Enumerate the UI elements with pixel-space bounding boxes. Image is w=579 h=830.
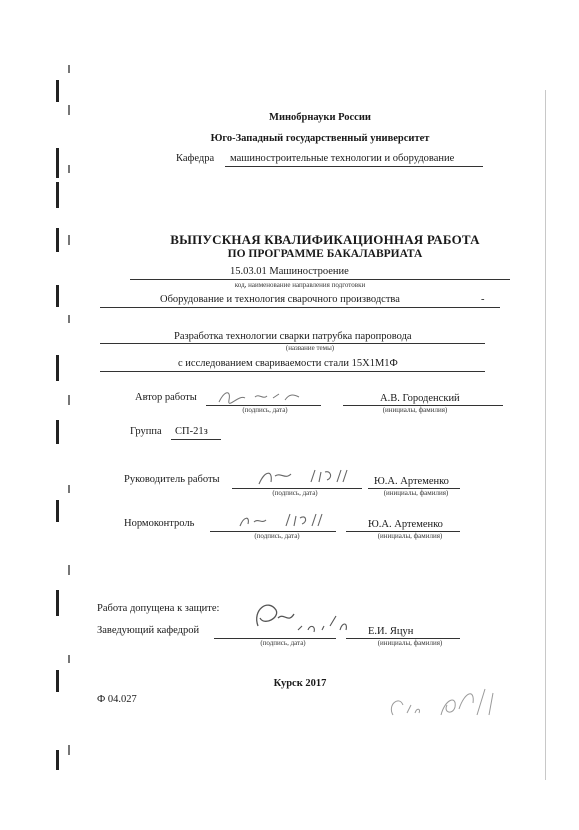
city-year: Курск 2017 bbox=[273, 678, 327, 689]
supervisor-signature bbox=[255, 466, 365, 488]
group-underline bbox=[171, 439, 221, 440]
author-name-caption: (инициалы, фамилия) bbox=[382, 406, 448, 414]
author-name: А.В. Городенский bbox=[380, 393, 460, 404]
scan-right-edge bbox=[545, 90, 546, 780]
handwritten-annotation bbox=[385, 685, 515, 725]
program-code-name: 15.03.01 Машиностроение bbox=[230, 266, 349, 277]
head-signature-caption: (подпись, дата) bbox=[260, 639, 306, 647]
supervisor-signature-caption: (подпись, дата) bbox=[272, 489, 318, 497]
profile-trailing-mark: - bbox=[481, 294, 485, 305]
normcontrol-name: Ю.А. Артеменко bbox=[368, 519, 443, 530]
supervisor-name: Ю.А. Артеменко bbox=[374, 476, 449, 487]
binding-marks-inner bbox=[68, 65, 72, 825]
document-title: ВЫПУСКНАЯ КВАЛИФИКАЦИОННАЯ РАБОТА bbox=[170, 232, 480, 247]
normcontrol-name-caption: (инициалы, фамилия) bbox=[377, 532, 443, 540]
normcontrol-signature bbox=[236, 510, 336, 532]
head-of-department-label: Заведующий кафедрой bbox=[97, 625, 200, 636]
department-label: Кафедра bbox=[176, 153, 215, 164]
supervisor-label: Руководитель работы bbox=[124, 474, 220, 485]
binding-marks bbox=[56, 70, 62, 830]
supervisor-name-caption: (инициалы, фамилия) bbox=[383, 489, 449, 497]
ministry-name: Минобрнауки России bbox=[269, 112, 371, 123]
form-code: Ф 04.027 bbox=[97, 694, 137, 705]
group-value: СП-21з bbox=[175, 426, 208, 437]
normcontrol-label: Нормоконтроль bbox=[124, 518, 195, 529]
university-name: Юго-Западный государственный университет bbox=[210, 133, 430, 144]
head-name: Е.И. Яцун bbox=[368, 626, 414, 637]
profile-name: Оборудование и технология сварочного производства bbox=[160, 294, 400, 305]
author-signature bbox=[215, 388, 305, 406]
department-underline bbox=[225, 166, 483, 167]
profile-underline bbox=[100, 307, 500, 308]
admission-label: Работа допущена к защите: bbox=[97, 603, 220, 614]
group-label: Группа bbox=[130, 426, 162, 437]
document-subtitle: ПО ПРОГРАММЕ БАКАЛАВРИАТА bbox=[227, 248, 423, 260]
normcontrol-signature-caption: (подпись, дата) bbox=[254, 532, 300, 540]
program-underline bbox=[130, 279, 510, 280]
topic-line-1: Разработка технологии сварки патрубка паропровода bbox=[174, 331, 412, 342]
head-signature bbox=[250, 596, 360, 638]
program-caption: код, наименование направления подготовки bbox=[234, 281, 366, 289]
head-name-caption: (инициалы, фамилия) bbox=[377, 639, 443, 647]
topic-underline-2 bbox=[100, 371, 485, 372]
topic-caption: (название темы) bbox=[285, 344, 335, 352]
author-label: Автор работы bbox=[135, 392, 197, 403]
topic-line-2: с исследованием свариваемости стали 15Х1М1Ф bbox=[178, 358, 398, 369]
department-name: машиностроительные технологии и оборудование bbox=[230, 153, 455, 164]
author-signature-caption: (подпись, дата) bbox=[242, 406, 288, 414]
